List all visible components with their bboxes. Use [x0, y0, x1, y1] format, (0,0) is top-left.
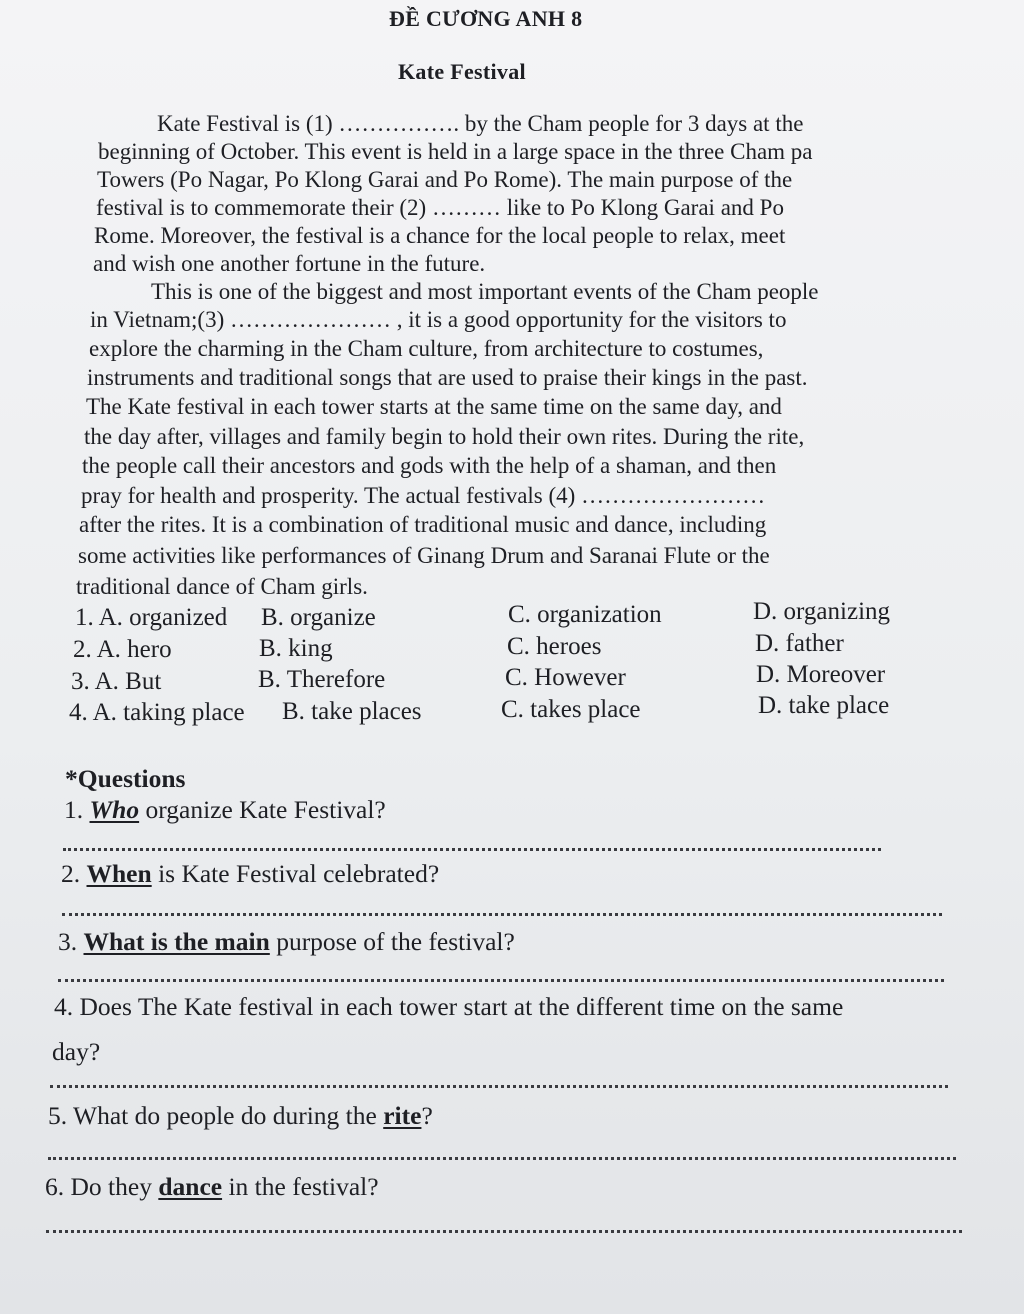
passage-line: Kate Festival is (1) ……………. by the Cham people for 3 days at the [157, 111, 804, 136]
passage-title: Kate Festival [398, 59, 526, 84]
document-title: ĐỀ CƯƠNG ANH 8 [389, 6, 583, 31]
answer-line-3[interactable] [58, 979, 944, 982]
question-suffix: ? [421, 1101, 433, 1130]
passage-line: This is one of the biggest and most important events of the Cham people [151, 279, 819, 304]
question-prefix: 1. [64, 795, 90, 824]
passage-line: some activities like performances of Ginang Drum and Saranai Flute or the [78, 543, 770, 568]
option-4d: D. take place [758, 692, 890, 719]
questions-heading: *Questions [65, 764, 186, 793]
answer-line-6[interactable] [46, 1230, 962, 1233]
passage-line: the people call their ancestors and gods with the help of a shaman, and then [82, 453, 777, 478]
question-keyword: Who [89, 795, 140, 824]
question-suffix: organize Kate Festival? [139, 795, 386, 824]
question-4-continued: day? [52, 1037, 101, 1066]
passage-line: pray for health and prosperity. The actual festivals (4) …………………… [81, 483, 766, 508]
answer-line-2[interactable] [62, 913, 942, 916]
option-2a: 2. A. hero [73, 636, 172, 663]
passage-line: festival is to commemorate their (2) ……… like to Po Klong Garai and Po [96, 195, 784, 220]
option-1c: C. organization [508, 601, 662, 628]
passage-line: in Vietnam;(3) ………………… , it is a good opportunity for the visitors to [90, 307, 787, 332]
question-keyword: dance [158, 1172, 223, 1201]
question-text: 4. Does The Kate festival in each tower start at the different time on the same [54, 992, 844, 1021]
question-prefix: 5. What do people do during the [48, 1101, 384, 1130]
question-4 [54, 992, 843, 1022]
question-1 [64, 795, 386, 825]
question-suffix: purpose of the festival? [269, 927, 515, 956]
question-5 [48, 1101, 433, 1131]
question-3 [58, 927, 515, 957]
answer-line-1[interactable] [63, 848, 881, 851]
question-keyword: What is the main [83, 927, 270, 956]
option-2d: D. father [755, 630, 844, 657]
passage-line: Rome. Moreover, the festival is a chance for the local people to relax, meet [94, 223, 786, 248]
option-3a: 3. A. But [71, 668, 162, 695]
option-1d: D. organizing [753, 598, 891, 625]
passage-line: and wish one another fortune in the future. [93, 251, 486, 276]
question-6 [45, 1172, 379, 1202]
passage-line: after the rites. It is a combination of traditional music and dance, including [79, 512, 767, 537]
question-prefix: 3. [58, 927, 84, 956]
passage-line: beginning of October. This event is held in a large space in the three Cham pa [98, 139, 813, 164]
question-2 [61, 859, 439, 889]
option-2c: C. heroes [507, 633, 602, 660]
question-suffix: is Kate Festival celebrated? [151, 859, 440, 888]
option-3c: C. However [505, 664, 626, 691]
passage-line: The Kate festival in each tower starts at the same time on the same day, and [86, 394, 782, 419]
question-suffix: in the festival? [222, 1172, 379, 1201]
option-4c: C. takes place [501, 696, 641, 723]
question-keyword: rite [383, 1101, 422, 1130]
passage-line: Towers (Po Nagar, Po Klong Garai and Po Rome). The main purpose of the [97, 167, 793, 192]
passage-line: traditional dance of Cham girls. [76, 574, 368, 599]
question-prefix: 6. Do they [45, 1172, 159, 1201]
question-keyword: When [86, 859, 152, 888]
answer-line-5[interactable] [48, 1157, 956, 1160]
passage-line: explore the charming in the Cham culture, from architecture to costumes, [89, 336, 764, 361]
option-3b: B. Therefore [258, 666, 386, 693]
option-1b: B. organize [261, 604, 376, 631]
option-4b: B. take places [282, 698, 422, 725]
option-1a: 1. A. organized [75, 604, 228, 631]
option-2b: B. king [259, 635, 333, 662]
question-prefix: 2. [61, 859, 87, 888]
answer-line-4[interactable] [50, 1085, 948, 1088]
passage-line: the day after, villages and family begin to hold their own rites. During the rite, [84, 424, 805, 449]
option-3d: D. Moreover [756, 661, 886, 688]
passage-line: instruments and traditional songs that are used to praise their kings in the past. [87, 365, 808, 390]
option-4a: 4. A. taking place [69, 699, 245, 726]
